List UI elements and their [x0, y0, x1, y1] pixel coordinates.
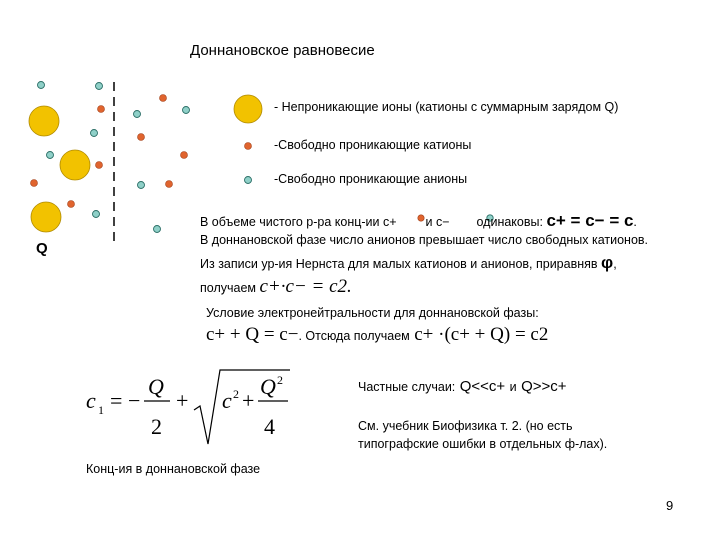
anion-dot	[154, 226, 161, 233]
cation-dot	[31, 180, 38, 187]
formula-frac1-denominator: 2	[151, 414, 162, 439]
anion-dot	[134, 111, 141, 118]
anion-dot	[138, 182, 145, 189]
legend-free-cations: -Свободно проникающие катионы	[274, 138, 472, 152]
large-yellow-circle-icon	[234, 95, 262, 123]
formula-lhs: c	[86, 388, 96, 413]
formula-minus: −	[128, 388, 141, 413]
anion-dot	[183, 107, 190, 114]
anion-dot	[91, 130, 98, 137]
cation-dot	[68, 201, 75, 208]
formula-c: c	[222, 388, 232, 413]
cation-dot	[166, 181, 173, 188]
anion-dot	[47, 152, 54, 159]
q-label: Q	[36, 240, 48, 257]
large-ion	[60, 150, 90, 180]
text-line-1: В объеме чистого р-ра конц-ии с+ и с− одинаковы: с+ = с− = с.	[200, 211, 637, 230]
textbook-reference-1: См. учебник Биофизика т. 2. (но есть	[358, 419, 573, 433]
orange-dot-icon	[245, 143, 252, 150]
anion-dot	[38, 82, 45, 89]
textbook-reference-2: типографские ошибки в отдельных ф-лах).	[358, 437, 608, 451]
anion-dot	[93, 211, 100, 218]
legend-free-anions: -Свободно проникающие анионы	[274, 172, 468, 186]
formula-frac2-numerator: Q	[260, 374, 276, 399]
text-line-2: В доннановской фазе число анионов превышает число свободных катионов.	[200, 233, 649, 247]
cation-dot	[138, 134, 145, 141]
page-number: 9	[666, 498, 674, 513]
text-line-4: получаем c+·c− = c2.	[200, 276, 352, 297]
formula-plus-2: +	[242, 388, 255, 413]
formula-frac1-numerator: Q	[148, 374, 164, 399]
special-cases: Частные случаи: Q<<c+ и Q>>c+	[358, 378, 567, 395]
large-ion	[31, 202, 61, 232]
formula-plus: +	[176, 388, 189, 413]
formula-lhs-subscript: 1	[98, 403, 104, 417]
formula-c-superscript: 2	[233, 387, 239, 401]
formula-frac2-num-superscript: 2	[277, 373, 283, 387]
cation-dot	[181, 152, 188, 159]
text-line-5: Условие электронейтральности для доннановской фазы:	[206, 306, 539, 320]
formula-equals: =	[110, 388, 123, 413]
cation-dot	[98, 106, 105, 113]
concentration-formula	[84, 364, 294, 454]
large-ion	[29, 106, 59, 136]
formula-caption: Конц-ия в доннановской фазе	[86, 462, 261, 476]
slide-title: Доннановское равновесие	[190, 42, 375, 59]
cation-dot	[160, 95, 167, 102]
legend-impermeable-ions: - Непроникающие ионы (катионы с суммарным зарядом Q)	[274, 100, 619, 114]
teal-dot-icon	[245, 177, 252, 184]
text-line-6: c+ + Q = c−. Отсюда получаем c+ ·(c+ + Q) = c2	[206, 324, 549, 345]
anion-dot	[96, 83, 103, 90]
text-line-3: Из записи ур-ия Нернста для малых катионов и анионов, приравняв φ,	[200, 253, 617, 272]
formula-frac2-denominator: 4	[264, 414, 275, 439]
cation-dot	[96, 162, 103, 169]
